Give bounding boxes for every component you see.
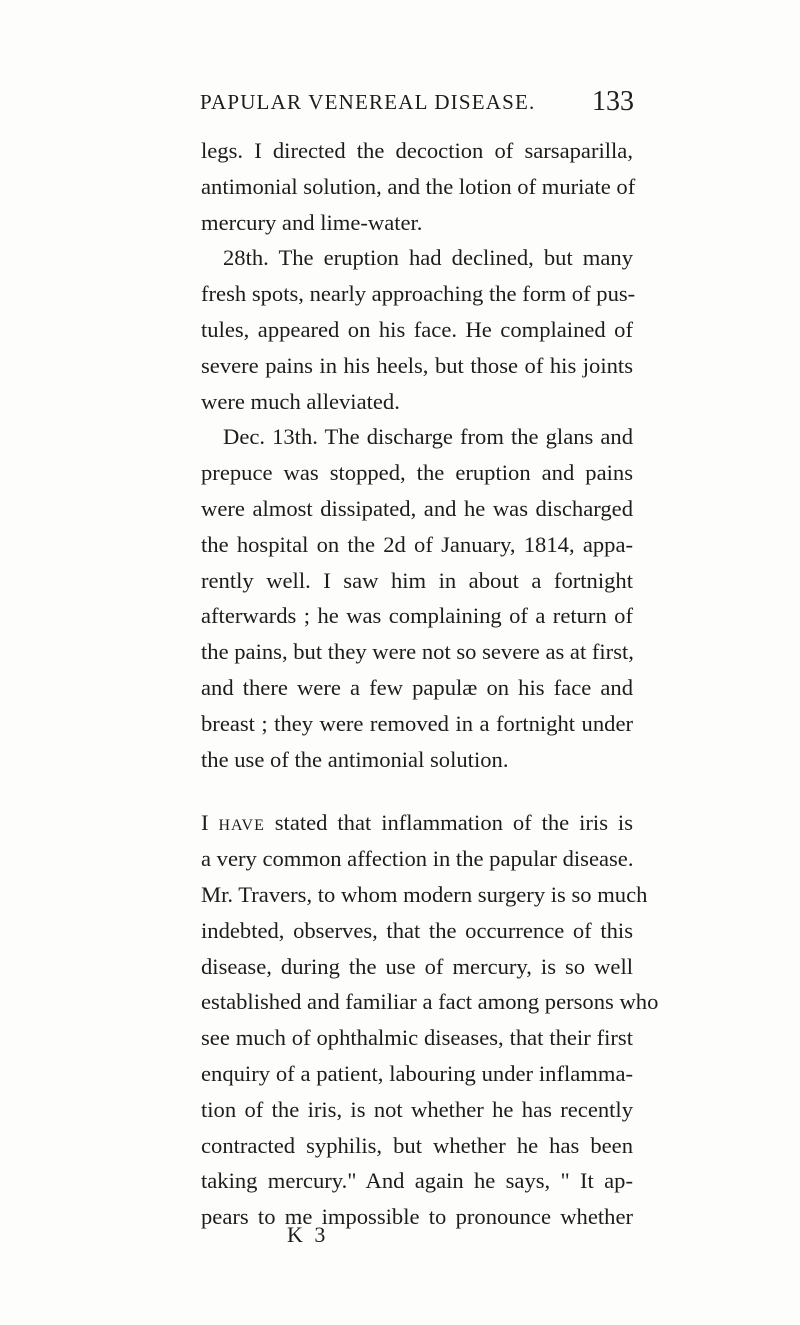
text-line: 28th. The eruption had declined, but many (223, 245, 633, 271)
text-line: see much of ophthalmic diseases, that their first (201, 1025, 633, 1051)
text-line: were much alleviated. (201, 388, 400, 414)
text-line: taking mercury." And again he says, " It ap- (201, 1168, 633, 1194)
text-line: Mr. Travers, to whom modern surgery is so much (201, 881, 648, 907)
text-line: rently well. I saw him in about a fortnight (201, 567, 633, 593)
opening-rest: stated that inflammation of the iris is (264, 810, 633, 836)
text-line: legs. I directed the decoction of sarsaparilla, (201, 138, 633, 163)
text-line: severe pains in his heels, but those of his joints (201, 352, 633, 378)
body-text (201, 133, 659, 1235)
text-line: and there were a few papulæ on his face and (201, 674, 633, 700)
text-line: afterwards ; he was complaining of a return of (201, 603, 633, 629)
text-line: breast ; they were removed in a fortnight under (201, 710, 633, 736)
text-line: established and familiar a fact among persons who (201, 989, 659, 1015)
text-line: tules, appeared on his face. He complained of (201, 316, 633, 342)
text-line: the use of the antimonial solution. (201, 746, 509, 772)
text-line: were almost dissipated, and he was discharged (201, 495, 633, 521)
running-head (200, 86, 634, 126)
text-line: a very common affection in the papular disease. (201, 846, 634, 872)
paragraph-gap (201, 777, 633, 805)
opening-word: I (201, 810, 209, 836)
opening-smallcaps: have (218, 810, 265, 836)
text-line: tion of the iris, is not whether he has recently (201, 1096, 633, 1122)
text-line: Dec. 13th. The discharge from the glans and (223, 424, 633, 450)
signature-mark: K 3 (287, 1222, 329, 1247)
text-line: contracted syphilis, but whether he has been (201, 1132, 633, 1158)
text-line: indebted, observes, that the occurrence of this (201, 917, 633, 943)
text-line: the hospital on the 2d of January, 1814, appa- (201, 531, 633, 557)
text-line-opening (201, 805, 633, 841)
text-line: antimonial solution, and the lotion of muriate of (201, 173, 636, 199)
text-line: pears to me impossible to pronounce whether (201, 1204, 633, 1230)
text-line: the pains, but they were not so severe as at first, (201, 639, 634, 665)
text-line: mercury and lime-water. (201, 209, 423, 235)
text-line: prepuce was stopped, the eruption and pains (201, 460, 633, 486)
text-line: fresh spots, nearly approaching the form of pus- (201, 281, 636, 307)
text-line: enquiry of a patient, labouring under inflamma- (201, 1060, 633, 1086)
text-line: disease, during the use of mercury, is so well (201, 953, 633, 979)
running-title: PAPULAR VENEREAL DISEASE. (200, 90, 536, 114)
page-number: 133 (592, 86, 634, 117)
